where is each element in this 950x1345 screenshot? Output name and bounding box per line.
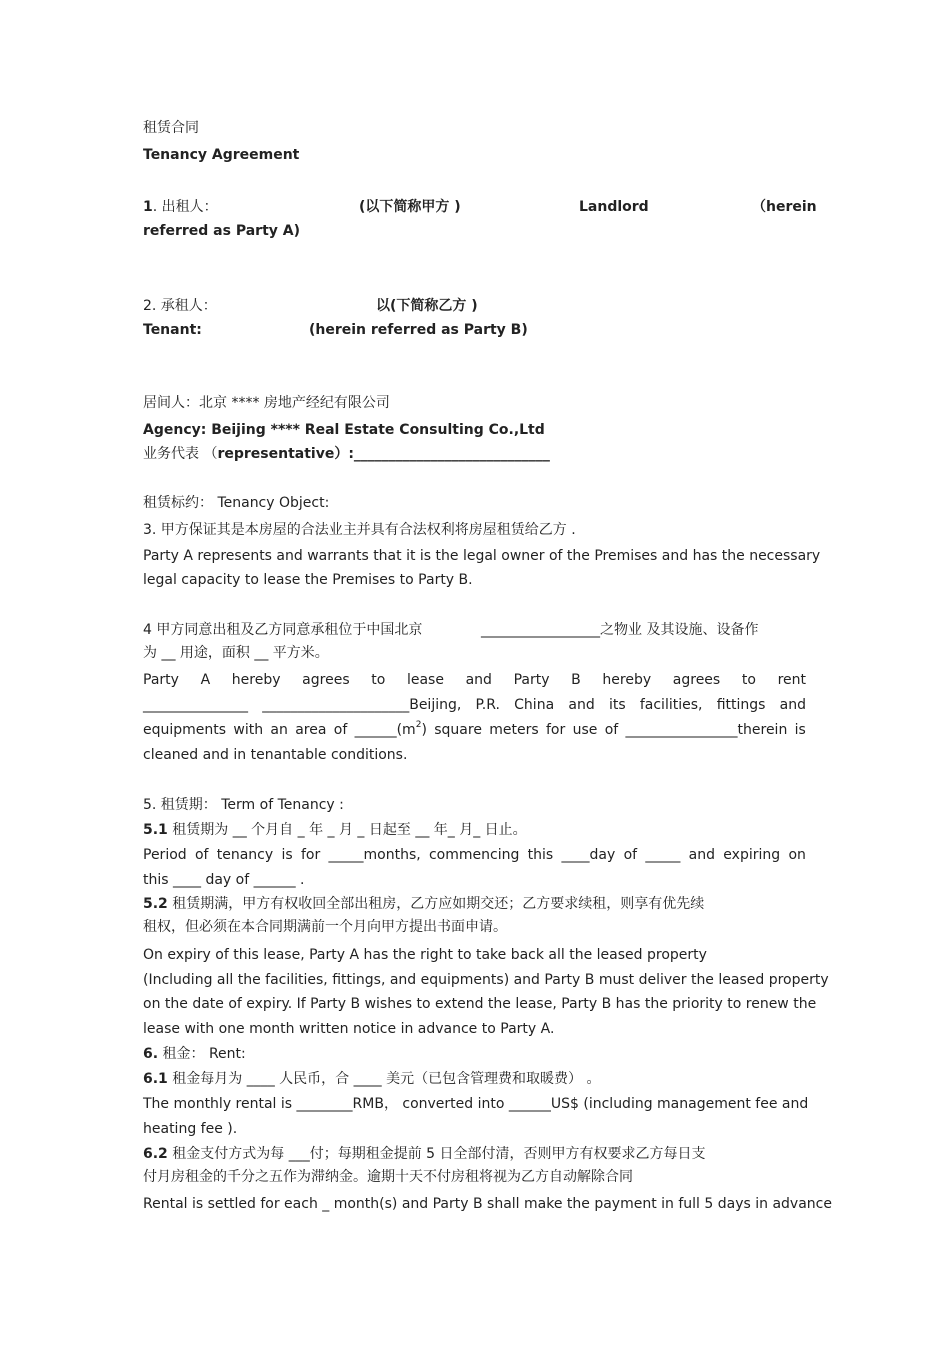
word: of bbox=[333, 722, 348, 738]
section-6-heading bbox=[143, 1044, 246, 1064]
word: and bbox=[688, 847, 715, 863]
section-6-1-en-1: The monthly rental is ________RMB， converted into ______US$ (including management fee and bbox=[143, 1096, 809, 1112]
word: for bbox=[300, 847, 321, 863]
word: B bbox=[571, 672, 581, 688]
section-6-2-cn-1 bbox=[143, 1144, 706, 1164]
section-3-cn: 3. 甲方保证其是本房屋的合法业主并具有合法权利将房屋租赁给乙方 . bbox=[143, 522, 576, 538]
word: of bbox=[623, 847, 638, 863]
word: hereby bbox=[231, 672, 281, 688]
word: _____ bbox=[645, 847, 681, 863]
word: this bbox=[527, 847, 554, 863]
word: and bbox=[779, 697, 806, 713]
word: _______________ bbox=[143, 697, 248, 713]
superscript: 2 bbox=[415, 720, 422, 730]
word: _____________________Beijing, bbox=[262, 697, 462, 713]
section-1-herein: （herein bbox=[752, 199, 817, 215]
word: meters bbox=[489, 722, 539, 738]
word: use bbox=[572, 722, 598, 738]
section-6-2-en-1: Rental is settled for each _ month(s) and Party B shall make the payment in full 5 days in advance bbox=[143, 1196, 832, 1212]
word: ______(m bbox=[354, 722, 416, 738]
word: to bbox=[741, 672, 756, 688]
section-6-1-en-2: heating fee ). bbox=[143, 1121, 238, 1137]
word: facilities, bbox=[639, 697, 703, 713]
section-5-2-cn-1 bbox=[143, 894, 704, 914]
agency-cn: 居间人：北京 **** 房地产经纪有限公司 bbox=[143, 395, 390, 411]
word: _____months, bbox=[328, 847, 421, 863]
section-5-1-cn bbox=[143, 820, 527, 840]
section-6-heading-text: 租金： Rent: bbox=[158, 1046, 246, 1062]
section-3-en-1: Party A represents and warrants that it is the legal owner of the Premises and has the necessary bbox=[143, 548, 821, 564]
section-4-cn-1: 4 甲方同意出租及乙方同意承租位于中国北京 bbox=[143, 622, 423, 638]
word: on bbox=[788, 847, 806, 863]
section-5-1-number: 5.1 bbox=[143, 822, 168, 838]
section-4-cn-2: 为 __ 用途，面积 __ 平方米。 bbox=[143, 645, 329, 661]
word: is bbox=[281, 847, 293, 863]
section-6-1-cn-text: 租金每月为 ____ 人民币，合 ____ 美元（已包含管理费和取暖费） 。 bbox=[167, 1071, 601, 1087]
section-4-en-3 bbox=[143, 720, 806, 740]
word: Period bbox=[143, 847, 187, 863]
word: rent bbox=[777, 672, 806, 688]
tenancy-object: 租赁标约： Tenancy Object: bbox=[143, 495, 330, 511]
section-6-2-cn-text: 租金支付方式为每 ___付；每期租金提前 5 日全部付清，否则甲方有权要求乙方每日支 bbox=[167, 1146, 706, 1162]
section-6-1-cn bbox=[143, 1069, 601, 1089]
word: ________________therein bbox=[625, 722, 788, 738]
section-5-2-en-3: on the date of expiry. If Party B wishes to extend the lease, Party B has the priority to renew the bbox=[143, 996, 817, 1012]
section-5-2-en-1: On expiry of this lease, Party A has the right to take back all the leased property bbox=[143, 947, 707, 963]
section-5-heading: 5. 租赁期： Term of Tenancy : bbox=[143, 797, 344, 813]
word: agrees bbox=[672, 672, 721, 688]
word: an bbox=[270, 722, 288, 738]
section-4-en-2 bbox=[143, 695, 806, 715]
title-en: Tenancy Agreement bbox=[143, 147, 300, 163]
section-2-paren-cn: 以(下简称乙方 ) bbox=[376, 298, 478, 314]
word: square bbox=[434, 722, 482, 738]
word: of bbox=[194, 847, 209, 863]
agency-en: Agency: Beijing **** Real Estate Consulting Co.,Ltd bbox=[143, 422, 545, 438]
word: A bbox=[200, 672, 211, 688]
word: area bbox=[295, 722, 327, 738]
word: hereby bbox=[602, 672, 652, 688]
section-4-cn-1-tail: _________________之物业 及其设施、设备作 bbox=[481, 622, 759, 638]
word: and bbox=[465, 672, 492, 688]
section-4-en-1 bbox=[143, 670, 806, 690]
section-3-en-2: legal capacity to lease the Premises to Party B. bbox=[143, 572, 473, 588]
section-1-landlord: Landlord bbox=[579, 199, 649, 215]
section-1-paren-cn: (以下简称甲方 ) bbox=[359, 199, 461, 215]
representative-cn: 业务代表 （ bbox=[143, 446, 218, 462]
section-5-2-en-4: lease with one month written notice in advance to Party A. bbox=[143, 1021, 555, 1037]
section-5-1-en-2: this ____ day of ______ . bbox=[143, 872, 305, 888]
section-5-2-cn-text: 租赁期满，甲方有权收回全部出租房，乙方应如期交还；乙方要求续租，则享有优先续 bbox=[167, 896, 705, 912]
word: lease bbox=[406, 672, 444, 688]
word: with bbox=[233, 722, 264, 738]
word: to bbox=[371, 672, 386, 688]
word: its bbox=[608, 697, 626, 713]
section-6-2-cn-2: 付月房租金的千分之五作为滞纳金。逾期十天不付房租将视为乙方自动解除合同 bbox=[143, 1169, 633, 1185]
section-2-herein: (herein referred as Party B) bbox=[309, 322, 528, 338]
section-6-2-number: 6.2 bbox=[143, 1146, 168, 1162]
agency-representative bbox=[143, 444, 550, 464]
word: expiring bbox=[723, 847, 781, 863]
word: tenancy bbox=[216, 847, 274, 863]
word: Party bbox=[143, 672, 179, 688]
representative-en: representative）: bbox=[217, 446, 354, 462]
section-6-1-number: 6.1 bbox=[143, 1071, 168, 1087]
word: ) bbox=[421, 722, 427, 738]
word: for bbox=[546, 722, 566, 738]
representative-blank: ____________________________ bbox=[353, 446, 550, 462]
section-5-2-cn-2: 租权，但必须在本合同期满前一个月向甲方提出书面申请。 bbox=[143, 919, 507, 935]
section-1-line2: referred as Party A) bbox=[143, 223, 301, 239]
section-1-label-cn: . 出租人： bbox=[152, 199, 218, 215]
section-2-label-cn: 2. 承租人： bbox=[143, 298, 217, 314]
word: fittings bbox=[716, 697, 766, 713]
section-2-tenant: Tenant: bbox=[143, 322, 202, 338]
section-4-en-4: cleaned and in tenantable conditions. bbox=[143, 747, 408, 763]
section-5-1-cn-text: 租赁期为 __ 个月自 _ 年 _ 月 _ 日起至 __ 年_ 月_ 日止。 bbox=[167, 822, 527, 838]
word: P.R. bbox=[475, 697, 500, 713]
section-1-number: 1 bbox=[143, 199, 153, 215]
section-5-1-en-1 bbox=[143, 845, 806, 865]
word: agrees bbox=[302, 672, 350, 688]
word: ____day bbox=[561, 847, 616, 863]
word: is bbox=[794, 722, 806, 738]
word: commencing bbox=[428, 847, 520, 863]
section-5-2-number: 5.2 bbox=[143, 896, 168, 912]
section-5-2-en-2: (Including all the facilities, fittings, and equipments) and Party B must deliver the leased property bbox=[143, 972, 829, 988]
title-cn: 租赁合同 bbox=[143, 120, 199, 136]
word: Party bbox=[513, 672, 550, 688]
word: and bbox=[568, 697, 595, 713]
area-unit bbox=[355, 720, 427, 740]
word: of bbox=[604, 722, 619, 738]
section-6-number: 6. bbox=[143, 1046, 159, 1062]
word: equipments bbox=[143, 722, 227, 738]
section-1-label bbox=[143, 197, 218, 217]
word: China bbox=[514, 697, 555, 713]
